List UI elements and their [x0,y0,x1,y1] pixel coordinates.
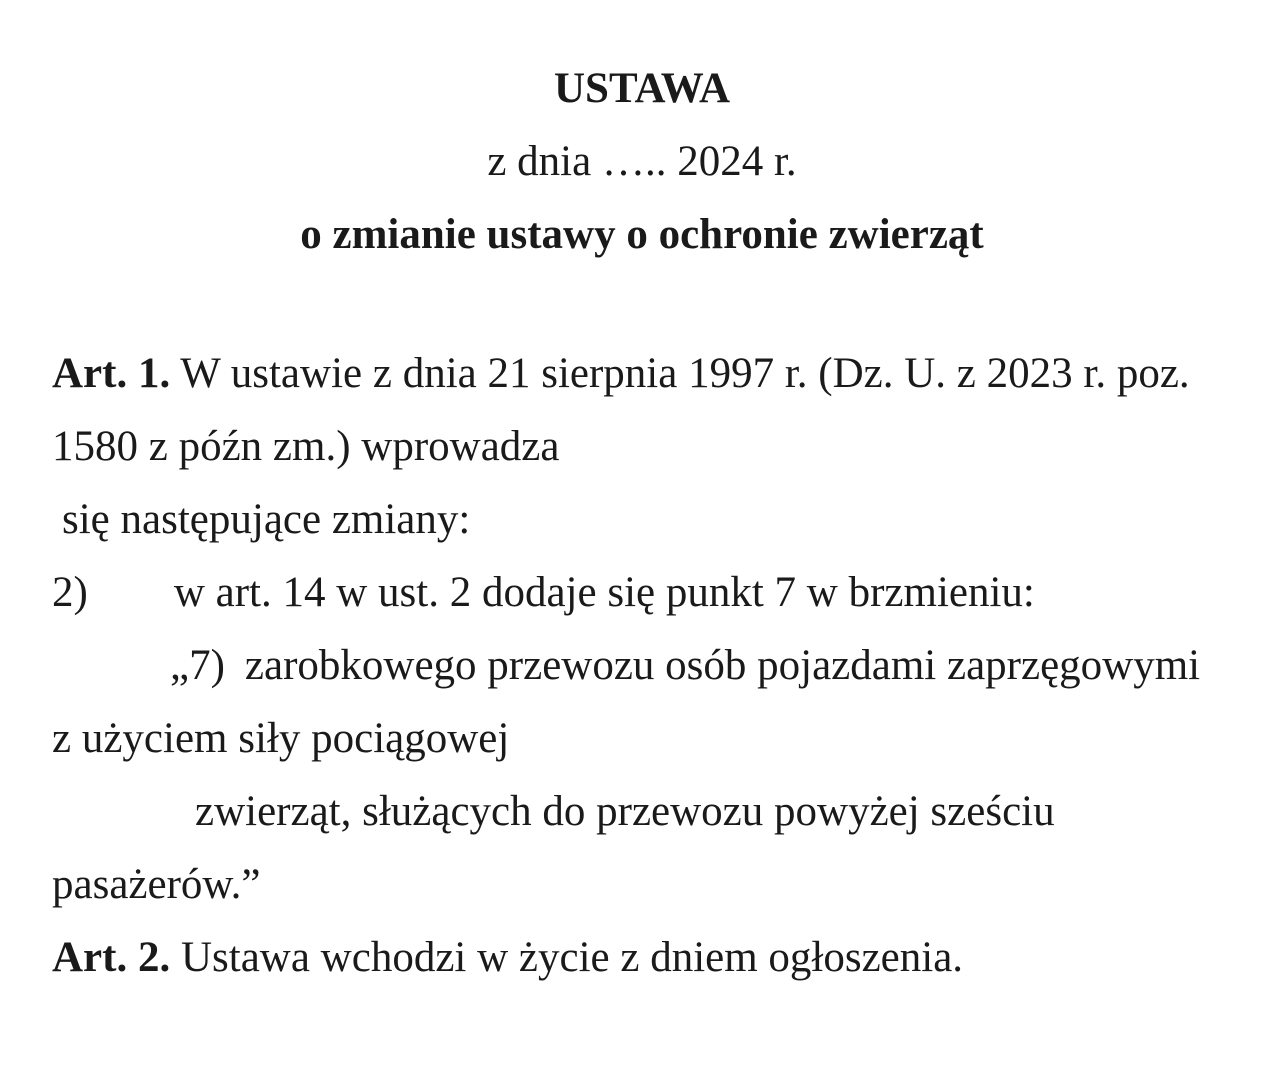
point2-number: 2) [52,569,88,616]
art1-label: Art. 1. [52,350,171,397]
blank-line [0,271,1284,337]
document-date-line: z dnia ….. 2024 r. [487,138,797,185]
point2-text: w art. 14 w ust. 2 dodaje się punkt 7 w brzmieniu: [173,569,1035,616]
art2-line [0,921,1284,994]
point7-line3: zwierząt, służących do przewozu powyżej sześciu [195,788,1055,835]
point7-number: „7) [170,642,225,689]
art1-line3: się następujące zmiany: [62,496,471,543]
point7-line1 [0,629,1284,702]
point7-line1-text: zarobkowego przewozu osób pojazdami zaprzęgowymi [244,642,1201,689]
art1-line1-text: W ustawie z dnia 21 sierpnia 1997 r. (Dz. U. z 2023 r. poz. [170,350,1190,397]
tab-spacer [88,605,174,606]
document-subtitle: o zmianie ustawy o ochronie zwierząt [300,211,984,258]
art2-label: Art. 2. [52,934,171,981]
point2-line [0,556,1284,629]
art1-line2: 1580 z późn zm.) wprowadza [52,423,560,470]
art1-line1 [0,337,1284,410]
document-title: USTAWA [553,65,731,112]
point7-line4: pasażerów.” [52,861,261,908]
art2-text: Ustawa wchodzi w życie z dniem ogłoszenia. [170,934,964,981]
point7-line2: z użyciem siły pociągowej [52,715,510,762]
